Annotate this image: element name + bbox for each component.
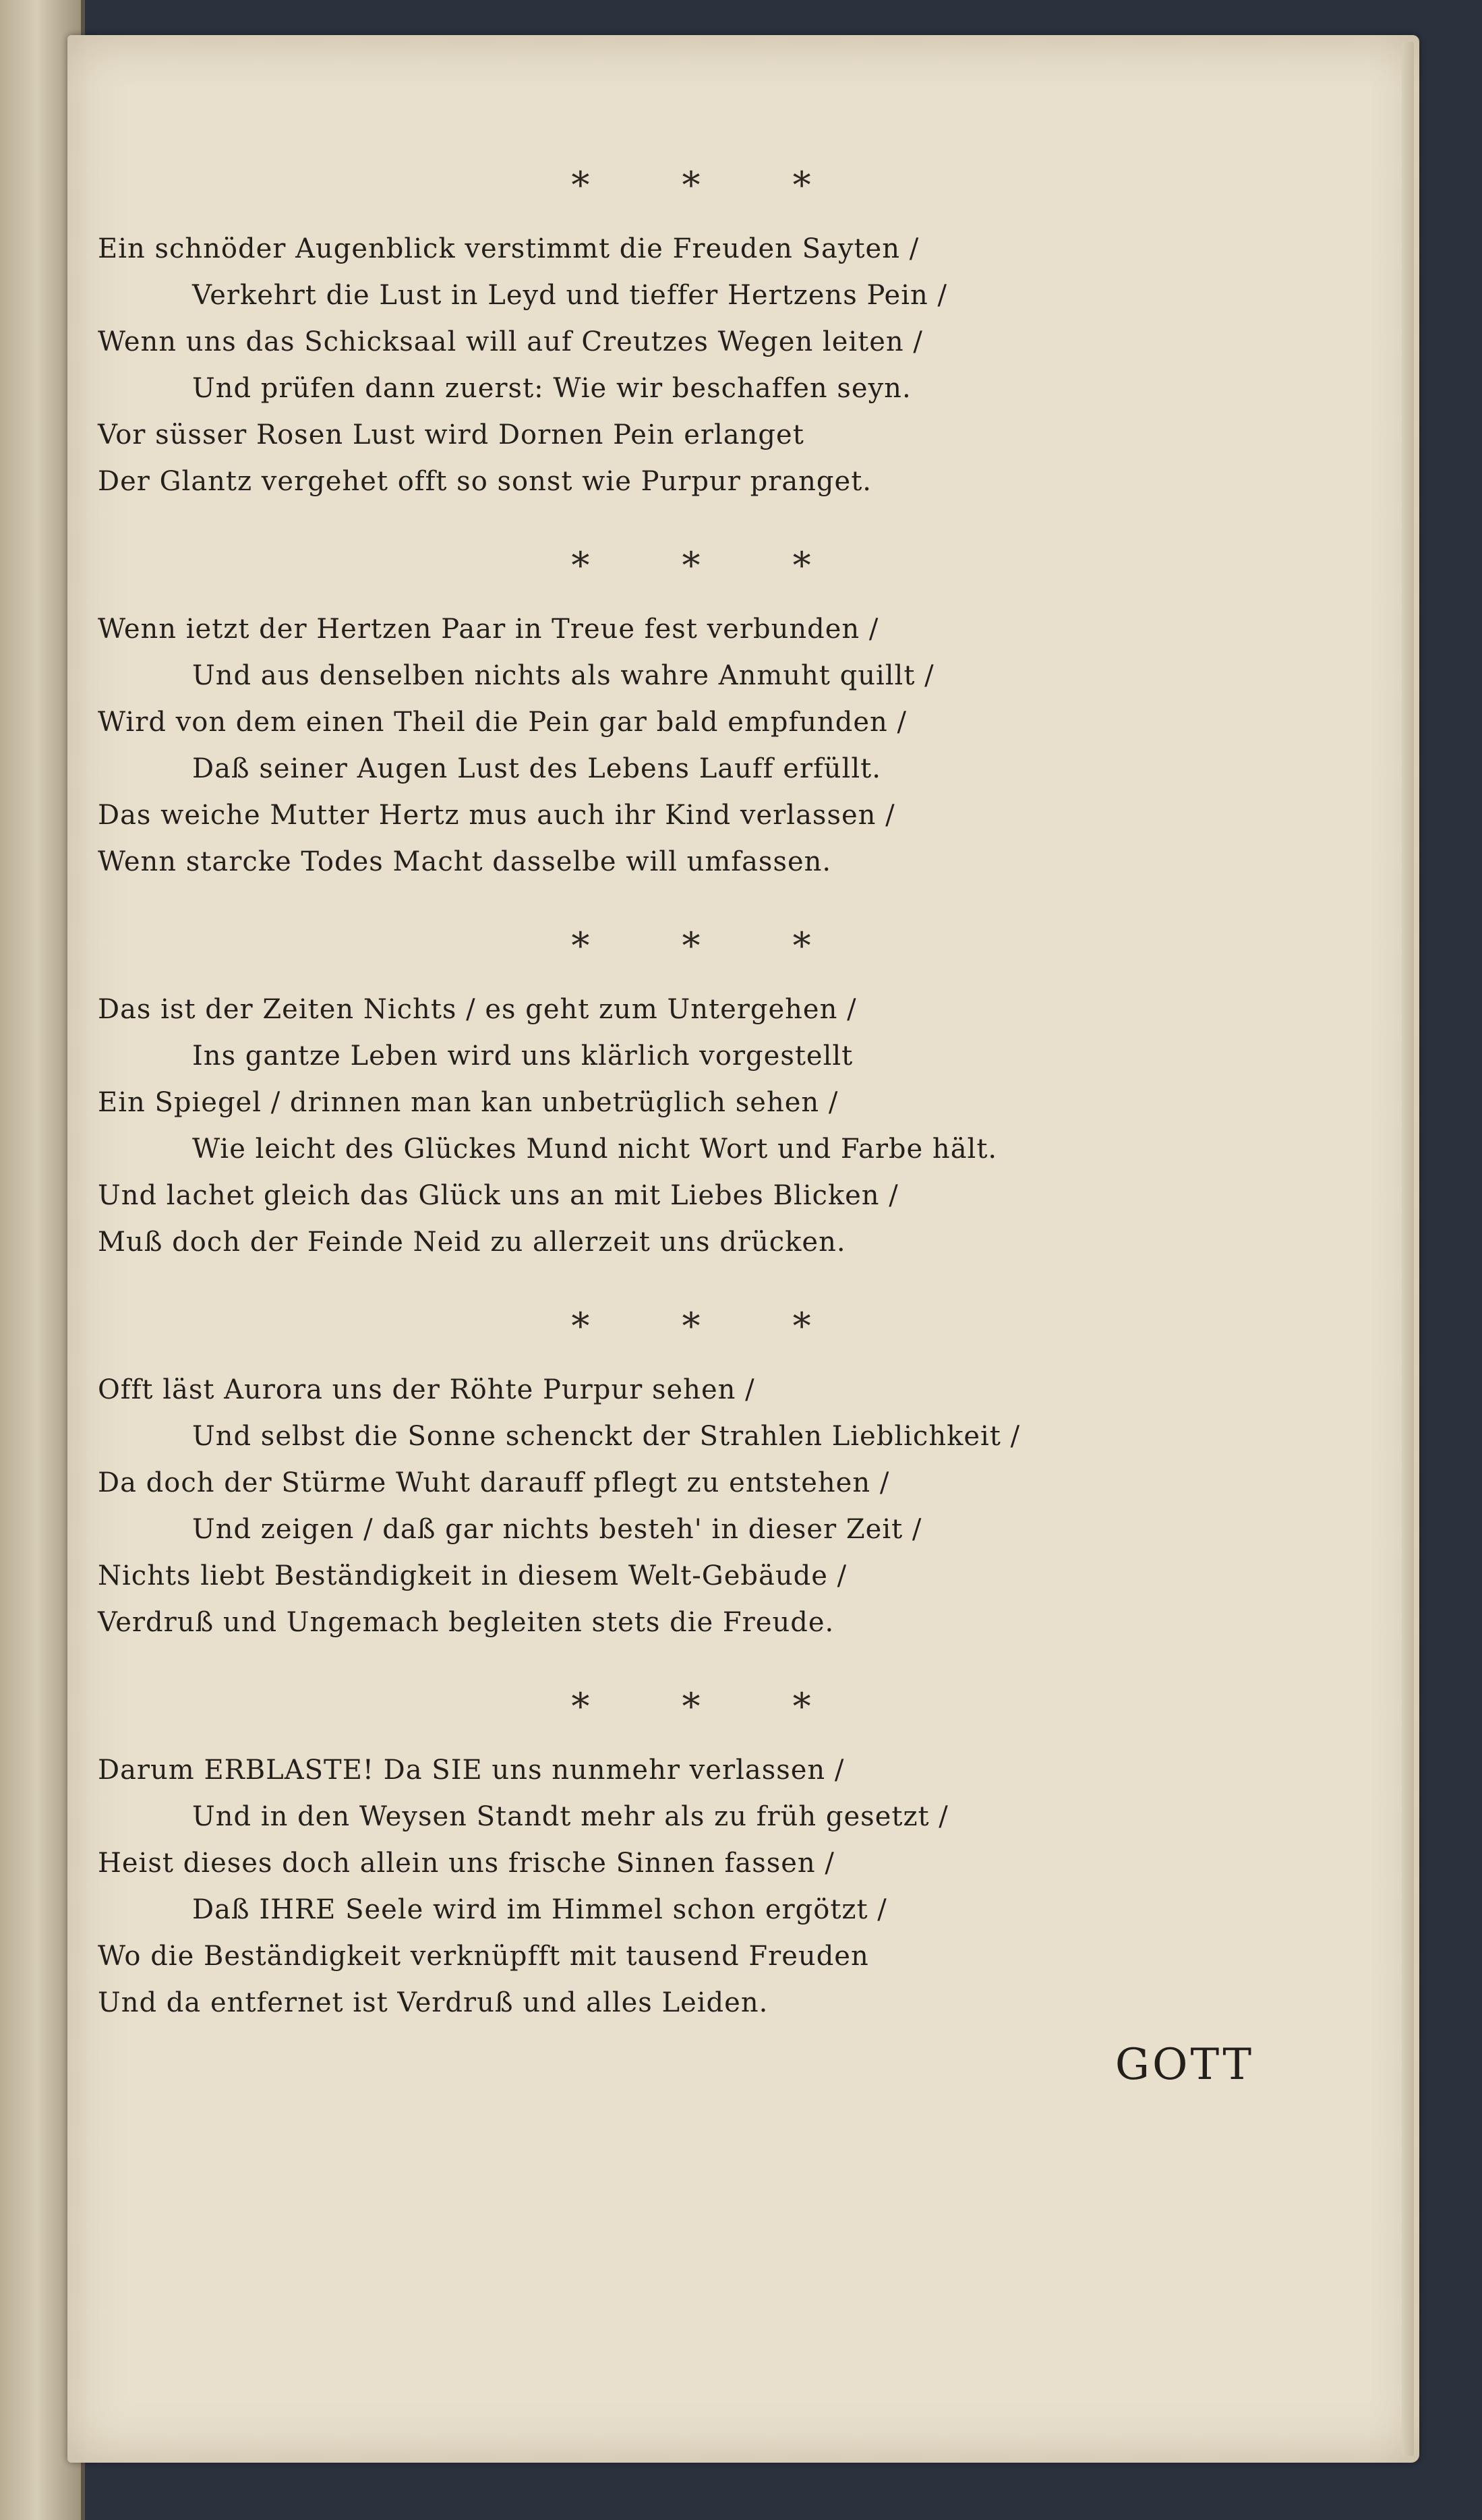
catchword: GOTT [1115, 2040, 1254, 2090]
verse-line: Vor süsser Rosen Lust wird Dornen Pein erlanget [98, 419, 804, 450]
verse-line: Und in den Weysen Standt mehr als zu früh gesetzt / [192, 1801, 949, 1832]
verse-line: Nichts liebt Beständigkeit in diesem Welt-Gebäude / [98, 1560, 848, 1591]
verse-line: Und zeigen / daß gar nichts besteh' in dieser Zeit / [192, 1514, 922, 1545]
verse-line: Daß seiner Augen Lust des Lebens Lauff erfüllt. [192, 753, 881, 784]
verse-line: Da doch der Stürme Wuht darauff pflegt zu entstehen / [98, 1467, 890, 1498]
verse-line: Wird von dem einen Theil die Pein gar bald empfunden / [98, 707, 907, 738]
verse-line: Wie leicht des Glückes Mund nicht Wort und Farbe hält. [192, 1134, 998, 1165]
stanza-separator: * * * [571, 544, 852, 587]
verse-line: Und lachet gleich das Glück uns an mit Liebes Blicken / [98, 1180, 899, 1211]
stanza-5 [98, 1747, 1284, 2026]
verse-line: Ins gantze Leben wird uns klärlich vorgestellt [192, 1041, 854, 1072]
verse-line: Ein schnöder Augenblick verstimmt die Freuden Sayten / [98, 233, 920, 264]
verse-line: Das weiche Mutter Hertz mus auch ihr Kind verlassen / [98, 800, 895, 831]
verse-line: Und selbst die Sonne schenckt der Strahlen Lieblichkeit / [192, 1421, 1021, 1452]
verse-line: Wenn starcke Todes Macht dasselbe will umfassen. [98, 846, 832, 877]
verse-line: Und prüfen dann zuerst: Wie wir beschaffen seyn. [192, 373, 912, 404]
verse-line: Das ist der Zeiten Nichts / es geht zum Untergehen / [98, 994, 857, 1025]
verse-line: Offt läst Aurora uns der Röhte Purpur sehen / [98, 1374, 755, 1405]
verse-line: Wenn ietzt der Hertzen Paar in Treue fest verbunden / [98, 614, 879, 645]
verse-line: Verdruß und Ungemach begleiten stets die Freude. [98, 1607, 835, 1638]
verse-line: Muß doch der Feinde Neid zu allerzeit uns drücken. [98, 1227, 846, 1258]
verse-line: Ein Spiegel / drinnen man kan unbetrüglich sehen / [98, 1087, 839, 1118]
verse-line: Der Glantz vergehet offt so sonst wie Purpur pranget. [98, 466, 872, 497]
verse-line: Heist dieses doch allein uns frische Sinnen fassen / [98, 1848, 835, 1879]
verse-line: Darum ERBLASTE! Da SIE uns nunmehr verlassen / [98, 1755, 845, 1786]
verse-line: Und aus denselben nichts als wahre Anmuht quillt / [192, 660, 935, 691]
poem-body [98, 145, 1284, 2090]
stanza-3 [98, 987, 1284, 1266]
verse-line: Verkehrt die Lust in Leyd und tieffer Hertzens Pein / [192, 280, 947, 311]
verse-line: Und da entfernet ist Verdruß und alles Leiden. [98, 1987, 769, 2018]
verse-line: Wo die Beständigkeit verknüpfft mit tausend Freuden [98, 1941, 869, 1972]
page-edge [1402, 42, 1414, 2456]
stanza-4 [98, 1367, 1284, 1646]
verse-line: Wenn uns das Schicksaal will auf Creutzes Wegen leiten / [98, 326, 923, 357]
stanza-separator: * * * [571, 925, 852, 967]
stanza-1 [98, 226, 1284, 505]
stanza-separator: * * * [571, 164, 852, 206]
stanza-separator: * * * [571, 1305, 852, 1347]
stanza-separator: * * * [571, 1685, 852, 1728]
verse-line: Daß IHRE Seele wird im Himmel schon ergötzt / [192, 1894, 887, 1925]
stanza-2 [98, 606, 1284, 885]
